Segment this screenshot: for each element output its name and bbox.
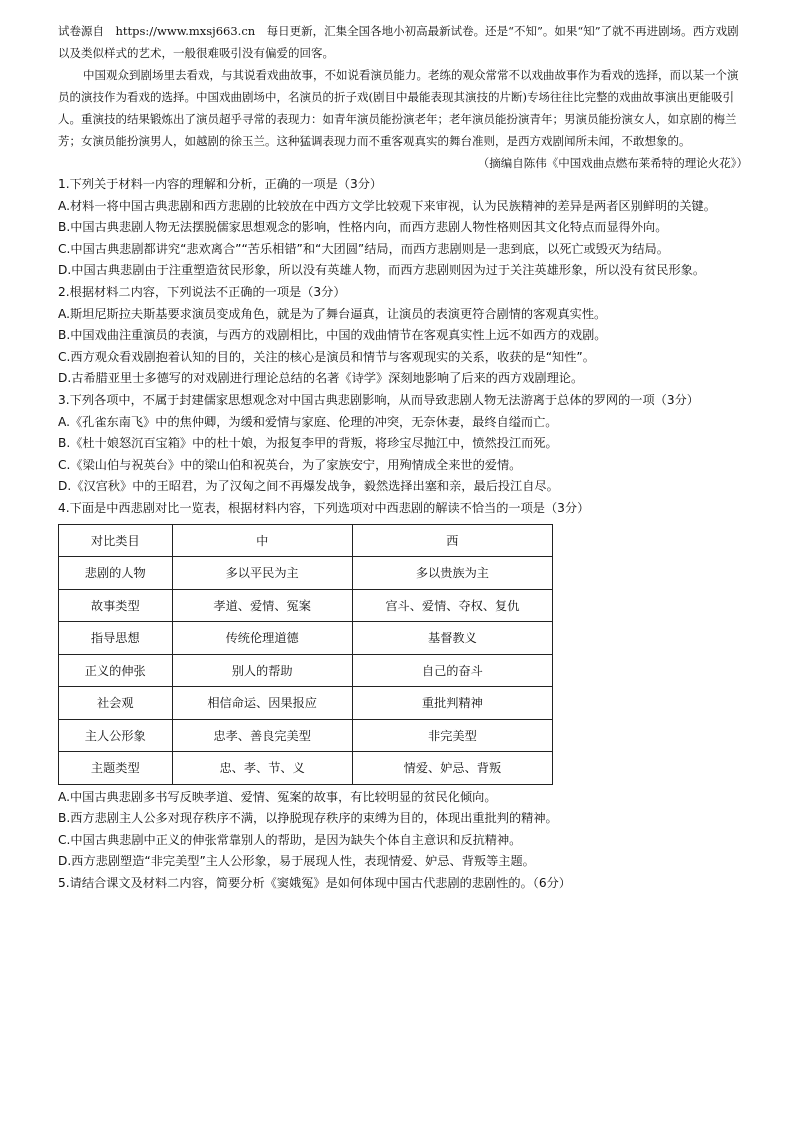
header-text: 试卷源自 https://www.mxsj663.cn 每日更新，汇集全国各地小初高最新试卷。还是“不知”。如果“知”了就不再进剧场。西方戏剧以及类似样式的艺术，一般很难吸引没有偏爱的回客。: [58, 24, 739, 60]
table-row: [59, 654, 553, 687]
question-3-option-b: B.《杜十娘怒沉百宝箱》中的杜十娘，为报复李甲的背叛，将珍宝尽抛江中，愤然投江而死。: [58, 436, 558, 451]
table-row: [59, 719, 553, 752]
question-1-option-b: B.中国古典悲剧人物无法摆脱儒家思想观念的影响，性格内向，而西方悲剧人物性格则因其文化特点而显得外向。: [58, 220, 668, 235]
question-5: [58, 873, 748, 895]
table-cell: 社会观: [59, 687, 173, 720]
question-2-option-d: D.古希腊亚里士多德写的对戏剧进行理论总结的名著《诗学》深刻地影响了后来的西方戏剧理论。: [58, 371, 584, 386]
table-header-row: [59, 524, 553, 557]
table-header-cell: 中: [172, 524, 352, 557]
table-cell: 基督教义: [352, 622, 552, 655]
table-cell: 别人的帮助: [172, 654, 352, 687]
question-1-option-d: D.中国古典悲剧由于注重塑造贫民形象，所以没有英雄人物，而西方悲剧则因为过于关注英雄形象，所以没有贫民形象。: [58, 263, 706, 278]
table-header-cell: 西: [352, 524, 552, 557]
table-cell: 正义的伸张: [59, 654, 173, 687]
question-4-option-a: A.中国古典悲剧多书写反映孝道、爱情、冤案的故事，有比较明显的贫民化倾向。: [58, 789, 497, 804]
table-cell: 多以贵族为主: [352, 557, 552, 590]
table-cell: 故事类型: [59, 589, 173, 622]
table-cell: 相信命运、因果报应: [172, 687, 352, 720]
table-cell: 孝道、爱情、冤案: [172, 589, 352, 622]
material-source: （摘编自陈伟《中国戏曲点燃布莱希特的理论火花》）: [477, 156, 748, 170]
question-4-option-b: B.西方悲剧主人公多对现存秩序不满，以挣脱现存秩序的束缚为目的，体现出重批判的精神。: [58, 811, 558, 826]
question-3-option-d: D.《汉宫秋》中的王昭君，为了汉匈之间不再爆发战争，毅然选择出塞和亲，最后投江自尽。: [58, 479, 559, 494]
question-4-stem: 4.下面是中西悲剧对比一览表，根据材料内容，下列选项对中西悲剧的解读不恰当的一项是（3分）: [58, 500, 590, 515]
question-4-option-c: C.中国古典悲剧中正义的伸张常靠别人的帮助，是因为缺失个体自主意识和反抗精神。: [58, 832, 522, 847]
table-row: [59, 557, 553, 590]
table-cell: 忠孝、善良完美型: [172, 719, 352, 752]
material-paragraph: 中国观众到剧场里去看戏，与其说看戏曲故事，不如说看演员能力。老练的观众常常不以戏曲故事作为看戏的选择，而以某一个演员的演技作为看戏的选择。中国戏曲剧场中，名演员的折子戏(剧目中最能表现其演技的片断)专场往往比完整的戏曲故事演出更能吸引人。重演技的结果锻炼出了演员超乎寻常的表现力：如青年演员能扮演老年；老年演员能扮演青年；男演员能扮演女人，如京剧的梅兰芳；女演员能扮演男人，如越剧的徐玉兰。这种猛调表现力而不重客观真实的舞台准则，是西方戏剧闻所未闻，不敢想象的。: [58, 68, 739, 148]
question-4-option-d: D.西方悲剧塑造“非完美型”主人公形象，易于展现人性，表现情爱、妒忌、背叛等主题。: [58, 854, 535, 869]
table-cell: 传统伦理道德: [172, 622, 352, 655]
question-2-stem: 2.根据材料二内容，下列说法不正确的一项是（3分）: [58, 284, 346, 299]
table-cell: 情爱、妒忌、背叛: [352, 752, 552, 785]
question-5-stem: 5.请结合课文及材料二内容，简要分析《窦娥冤》是如何体现中国古代悲剧的悲剧性的。（6分）: [58, 875, 571, 890]
comparison-table: [58, 524, 553, 785]
question-3-stem: 3.下列各项中，不属于封建儒家思想观念对中国古典悲剧影响，从而导致悲剧人物无法游离于总体的罗网的一项（3分）: [58, 392, 699, 407]
table-header-cell: 对比类目: [59, 524, 173, 557]
table-cell: 多以平民为主: [172, 557, 352, 590]
question-1-option-a: A.材料一将中国古典悲剧和西方悲剧的比较放在中西方文学比较观下来审视，认为民族精神的差异是两者区别鲜明的关键。: [58, 198, 716, 213]
table-cell: 重批判精神: [352, 687, 552, 720]
question-1-stem: 1.下列关于材料一内容的理解和分析，正确的一项是（3分）: [58, 177, 383, 191]
question-3: [58, 390, 748, 498]
table-row: [59, 622, 553, 655]
question-2-option-c: C.西方观众看戏剧抱着认知的目的，关注的核心是演员和情节与客观现实的关系，收获的是“知性”。: [58, 349, 595, 364]
table-cell: 宫斗、爱情、夺权、复仇: [352, 589, 552, 622]
question-1-option-c: C.中国古典悲剧都讲究“悲欢离合”“苦乐相错”和“大团圆”结局，而西方悲剧则是一悲到底，以死亡或毁灭为结局。: [58, 241, 669, 256]
question-3-option-a: A.《孔雀东南飞》中的焦仲卿，为缓和爱情与家庭、伦理的冲突，无奈休妻，最终自缢而亡。: [58, 414, 558, 429]
table-cell: 主题类型: [59, 752, 173, 785]
question-2: [58, 282, 748, 390]
table-cell: 忠、孝、节、义: [172, 752, 352, 785]
question-4: [58, 498, 748, 873]
table-cell: 自己的奋斗: [352, 654, 552, 687]
table-row: [59, 752, 553, 785]
question-1: [58, 174, 748, 282]
table-cell: 指导思想: [59, 622, 173, 655]
table-cell: 主人公形象: [59, 719, 173, 752]
question-2-option-a: A.斯坦尼斯拉夫斯基要求演员变成角色，就是为了舞台逼真，让演员的表演更符合剧情的客观真实性。: [58, 306, 607, 321]
question-3-option-c: C.《梁山伯与祝英台》中的梁山伯和祝英台，为了家族安宁，用殉情成全来世的爱情。: [58, 457, 522, 472]
table-cell: 悲剧的人物: [59, 557, 173, 590]
table-row: [59, 589, 553, 622]
table-row: [59, 687, 553, 720]
question-2-option-b: B.中国戏曲注重演员的表演，与西方的戏剧相比，中国的戏曲情节在客观真实性上远不如西方的戏剧。: [58, 328, 607, 343]
document-page: [58, 20, 748, 894]
table-cell: 非完美型: [352, 719, 552, 752]
